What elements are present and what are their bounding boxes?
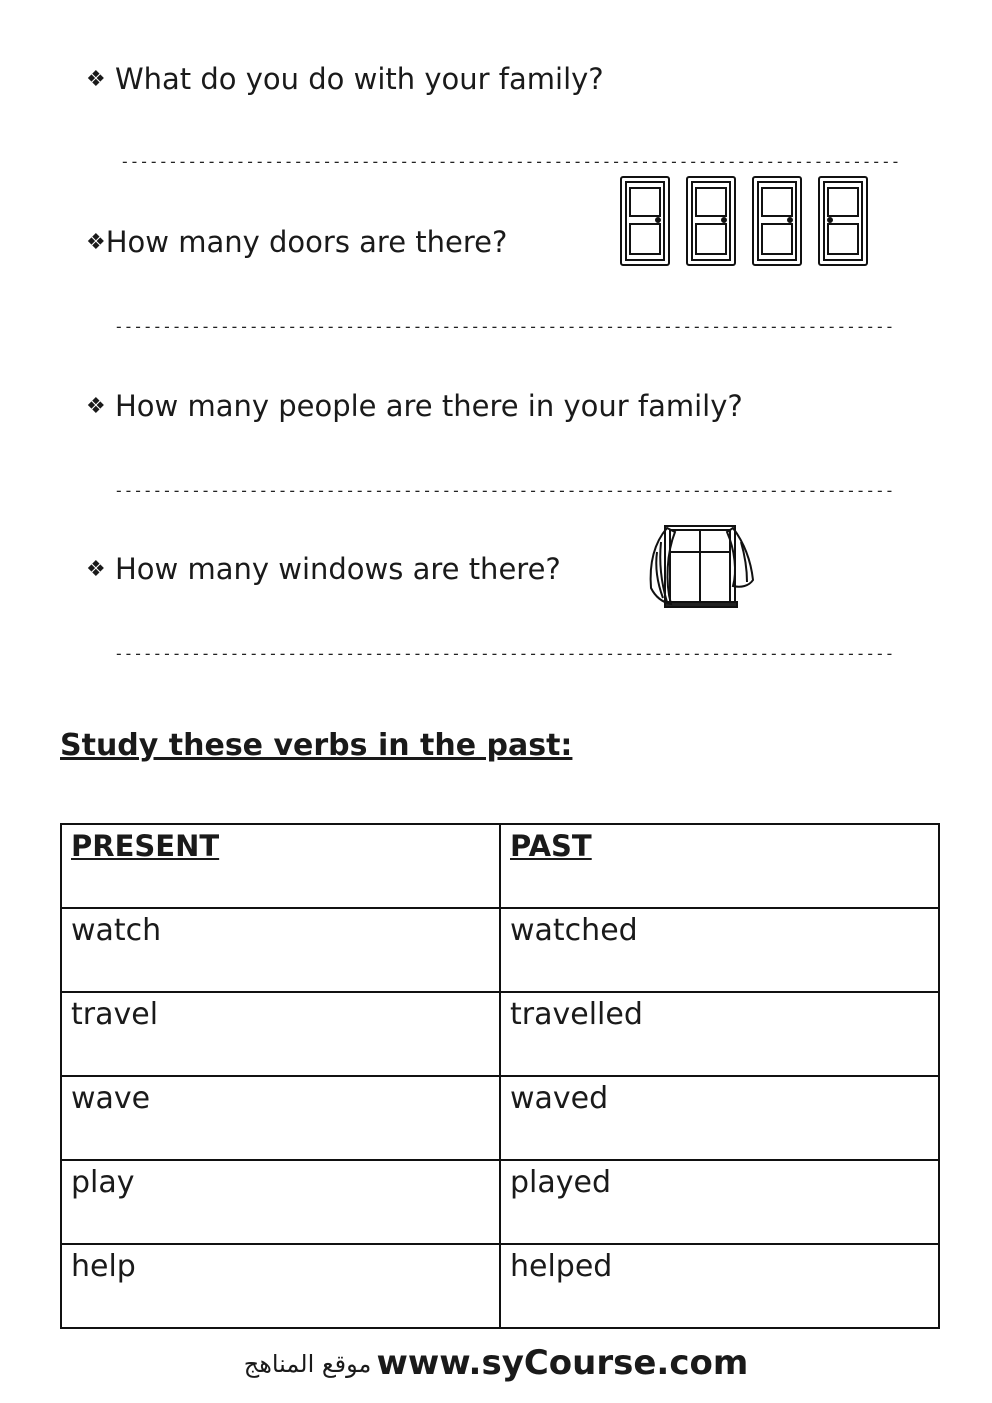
verbs-table (60, 823, 940, 1329)
answer-line-2[interactable]: --------------------------------------------------------------------------------- (114, 317, 895, 336)
present-cell: wave (61, 1076, 500, 1160)
bullet-icon: ❖ (86, 230, 106, 255)
past-cell: helped (500, 1244, 939, 1328)
question-1 (86, 62, 604, 96)
question-2-text: How many doors are there? (105, 225, 508, 259)
past-cell: watched (500, 908, 939, 992)
bullet-icon: ❖ (86, 67, 106, 92)
answer-line-3[interactable]: --------------------------------------------------------------------------------- (114, 481, 895, 500)
header-past: PAST (500, 824, 939, 908)
doors-image (618, 174, 873, 268)
door-icon (621, 177, 669, 265)
past-cell: waved (500, 1076, 939, 1160)
past-cell: played (500, 1160, 939, 1244)
question-3-text: How many people are there in your family? (114, 389, 743, 423)
table-row (61, 908, 939, 992)
table-header-row (61, 824, 939, 908)
bullet-icon: ❖ (86, 394, 106, 419)
bullet-icon: ❖ (86, 557, 106, 582)
question-2 (86, 225, 507, 259)
question-3 (86, 389, 743, 423)
window-image (645, 522, 757, 610)
footer (0, 1343, 992, 1383)
present-cell: watch (61, 908, 500, 992)
answer-line-1[interactable]: --------------------------------------------------------------------------------- (120, 152, 901, 171)
present-cell: travel (61, 992, 500, 1076)
question-4 (86, 552, 561, 586)
door-icon (687, 177, 735, 265)
footer-arabic-text: موقع المناهج (243, 1350, 372, 1378)
answer-line-4[interactable]: --------------------------------------------------------------------------------- (114, 644, 895, 663)
footer-url[interactable]: www.syCourse.com (376, 1343, 749, 1383)
question-4-text: How many windows are there? (114, 552, 561, 586)
door-icon (753, 177, 801, 265)
door-icon (819, 177, 867, 265)
present-cell: help (61, 1244, 500, 1328)
table-row (61, 992, 939, 1076)
past-cell: travelled (500, 992, 939, 1076)
section-title: Study these verbs in the past: (60, 728, 573, 763)
table-row (61, 1244, 939, 1328)
header-present: PRESENT (61, 824, 500, 908)
table-row (61, 1160, 939, 1244)
question-1-text: What do you do with your family? (114, 62, 604, 96)
table-row (61, 1076, 939, 1160)
present-cell: play (61, 1160, 500, 1244)
